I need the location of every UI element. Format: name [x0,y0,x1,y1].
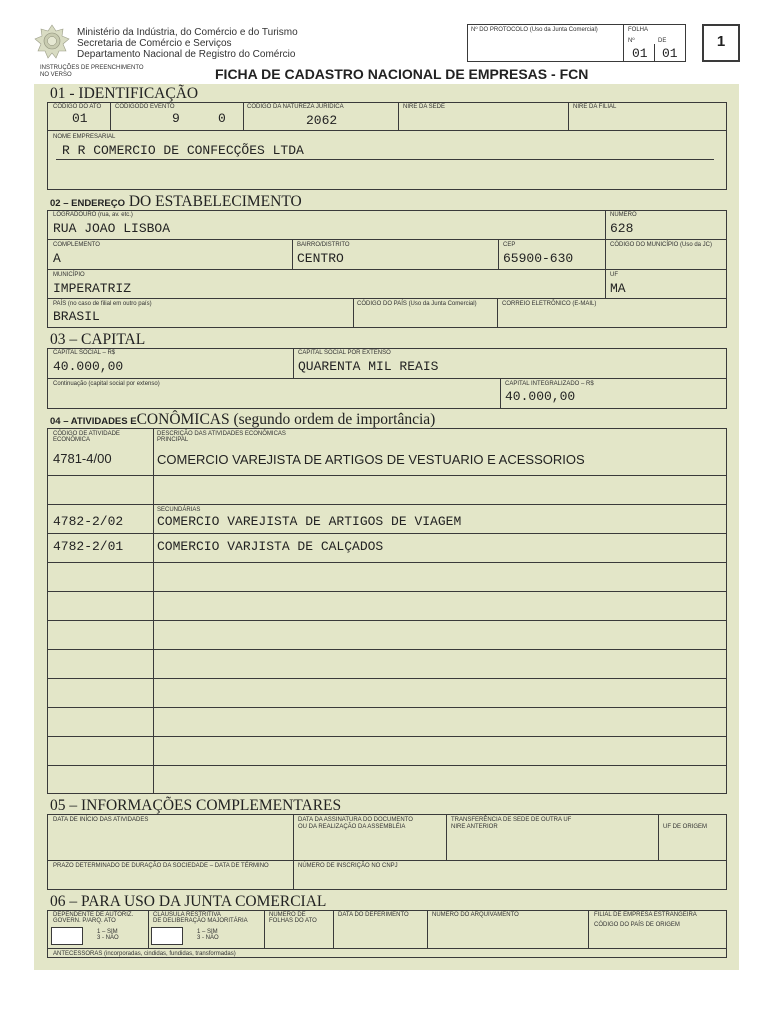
codigo-pais-label: CÓDIGO DO PAÍS (Uso da Junta Comercial) [357,301,477,307]
section-05-title: 05 – INFORMAÇÕES COMPLEMENTARES [50,797,342,814]
capital-extenso-label: CAPITAL SOCIAL POR EXTENSO [298,350,391,356]
dependente-checkbox[interactable] [51,927,83,945]
uf-value: MA [610,281,626,296]
secondary-activity-description-2: COMERCIO VARJISTA DE CALÇADOS [157,539,384,554]
capital-social-label: CAPITAL SOCIAL – R$ [53,350,116,356]
data-inicio-label: DATA DE INÍCIO DAS ATIVIDADES [53,817,149,823]
codigo-ato-label: CÓDIGO DO ATO [53,104,102,110]
uf-origem-label: UF DE ORIGEM [663,824,708,830]
clausula-sim-option: 1 – SIM [197,929,218,935]
principal-activity-description: COMERCIO VAREJISTA DE ARTIGOS DE VESTUARIO E ACESSORIOS [157,452,585,467]
nire-anterior-label: NIRE ANTERIOR [451,824,498,830]
natureza-juridica-label: CÓDIGO DA NATUREZA JURÍDICA [247,104,344,110]
secondary-activity-description-1: COMERCIO VAREJISTA DE ARTIGOS DE VIAGEM [157,514,462,529]
cep-label: CEP [503,242,516,248]
data-deferimento-label: DATA DO DEFERIMENTO [338,912,409,918]
data-assembleia-label: OU DA REALIZAÇÃO DA ASSEMBLÉIA [298,824,406,830]
secondary-activity-code-1: 4782-2/02 [53,514,124,529]
cnpj-label: NÚMERO DE INSCRIÇÃO NO CNPJ [298,863,398,869]
logradouro-label: LOGRADOURO (rua, av. etc.) [53,212,133,218]
codigo-pais-origem-label: CÓDIGO DO PAÍS DE ORIGEM [594,922,680,928]
section-04-title-bold: 04 – ATIVIDADES E [50,416,137,427]
capital-social-value: 40.000,00 [53,359,124,374]
secundarias-label: SECUNDÁRIAS [157,507,201,513]
nome-empresarial-box [47,130,727,190]
complemento-label: COMPLEMENTO [53,242,100,248]
logradouro-value: RUA JOAO LISBOA [53,221,171,236]
transferencia-sede-label: TRANSFERÊNCIA DE SEDE DE OUTRA UF [451,817,572,823]
capital-integralizado-value: 40.000,00 [505,389,576,404]
pais-label: PAÍS (no caso de filial em outro país) [53,301,152,307]
dependente-label: DEPENDENTE DE AUTORIZ. [53,912,134,918]
section-02-title-rest: DO ESTABELECIMENTO [124,193,302,210]
clausula-nao-option: 3 - NÃO [197,935,219,941]
municipio-value: IMPERATRIZ [53,281,132,296]
nome-empresarial-label: NOME EMPRESARIAL [53,134,116,140]
bairro-value: CENTRO [297,251,344,266]
section-02-title-bold: 02 – ENDEREÇO [50,198,125,209]
secretariat-name: Secretaria de Comércio e Serviços [77,38,232,49]
clausula-restritiva-label-2: DE DELIBERAÇÃO MAJORITÁRIA [153,918,248,924]
folha-no-label: Nº [628,38,635,44]
capital-extenso-value: QUARENTA MIL REAIS [298,359,439,374]
instructions-label-2: NO VERSO [40,72,72,78]
protocol-label: Nº DO PROTOCOLO (Uso da Junta Comercial) [471,27,598,33]
folha-label: FOLHA [628,27,649,33]
numero-folhas-label: NÚMERO DE [269,912,306,918]
capital-integralizado-label: CAPITAL INTEGRALIZADO – R$ [505,381,594,387]
ministry-name: Ministério da Indústria, do Comércio e do Turismo [77,27,298,38]
codigo-evento-value-1: 9 [172,111,180,126]
folha-number: 01 [632,46,648,61]
codigo-atividade-label: CÓDIGO DE ATIVIDADE [53,431,120,437]
section-06-title: 06 – PARA USO DA JUNTA COMERCIAL [50,893,327,910]
codigo-municipio-label: CÓDIGO DO MUNICÍPIO (Uso da JC) [610,242,713,248]
email-label: CORREIO ELETRÔNICO (E-MAIL) [502,301,597,307]
dependente-label-2: GOVERN. P/ARQ. ATO [53,918,116,924]
clausula-checkbox[interactable] [151,927,183,945]
principal-activity-code: 4781-4/00 [53,451,112,466]
codigo-evento-label: CÓDIGODO EVENTO [115,104,175,110]
antecessoras-label: ANTECESSORAS (incorporadas, cindidas, fundidas, transformadas) [53,951,236,957]
complemento-value: A [53,251,61,266]
codigo-ato-value: 01 [72,111,88,126]
numero-value: 628 [610,221,634,236]
uf-label: UF [610,272,618,278]
instructions-label: INSTRUÇÕES DE PREENCHIMENTO [40,65,144,71]
numero-label: NÚMERO [610,212,637,218]
natureza-juridica-value: 2062 [306,113,338,128]
department-name: Departamento Nacional de Registro do Comércio [77,49,296,60]
codigo-atividade-label-2: ECONÔMICA [53,437,91,443]
secondary-activity-code-2: 4782-2/01 [53,539,124,554]
section-02-title [50,193,302,211]
folha-de-label: DE [658,38,667,44]
bairro-label: BAIRRO/DISTRITO [297,242,350,248]
page-number: 1 [716,33,726,50]
nome-empresarial-value: R R COMERCIO DE CONFECÇÕES LTDA [62,143,304,158]
codigo-evento-value-2: 0 [218,111,226,126]
dependente-nao-option: 3 - NÃO [97,935,119,941]
descricao-atividades-label: DESCRIÇÃO DAS ATIVIDADES ECONÔMICAS [157,431,286,437]
nire-filial-label: NIRE DA FILIAL [573,104,617,110]
numero-arquivamento-label: NÚMERO DO ARQUIVAMENTO [432,912,519,918]
prazo-determinado-label: PRAZO DETERMINADO DE DURAÇÃO DA SOCIEDADE – DATA DE TÉRMINO [53,863,269,869]
clausula-restritiva-label: CLÁUSULA RESTRITIVA [153,912,221,918]
folha-total: 01 [662,46,678,61]
filial-estrangeira-label: FILIAL DE EMPRESA ESTRANGEIRA [594,912,697,918]
form-title: FICHA DE CADASTRO NACIONAL DE EMPRESAS - FCN [215,66,589,82]
folhas-ato-label: FOLHAS DO ATO [269,918,317,924]
nire-sede-label: NIRE DA SEDE [403,104,446,110]
activities-table [47,428,727,794]
section-03-title: 03 – CAPITAL [50,331,146,348]
pais-value: BRASIL [53,309,100,324]
dependente-sim-option: 1 – SIM [97,929,118,935]
brazil-coat-of-arms-logo [34,24,70,60]
section-01-title: 01 - IDENTIFICAÇÃO [50,85,199,102]
cep-value: 65900-630 [503,251,574,266]
section-04-title [50,411,435,429]
municipio-label: MUNICÍPIO [53,272,85,278]
continuacao-label: Continuação (capital social por extenso) [53,381,160,387]
principal-label: PRINCIPAL [157,437,189,443]
section-04-title-rest: CONÔMICAS (segundo ordem de importância) [136,411,436,428]
data-assinatura-label: DATA DA ASSINATURA DO DOCUMENTO [298,817,413,823]
